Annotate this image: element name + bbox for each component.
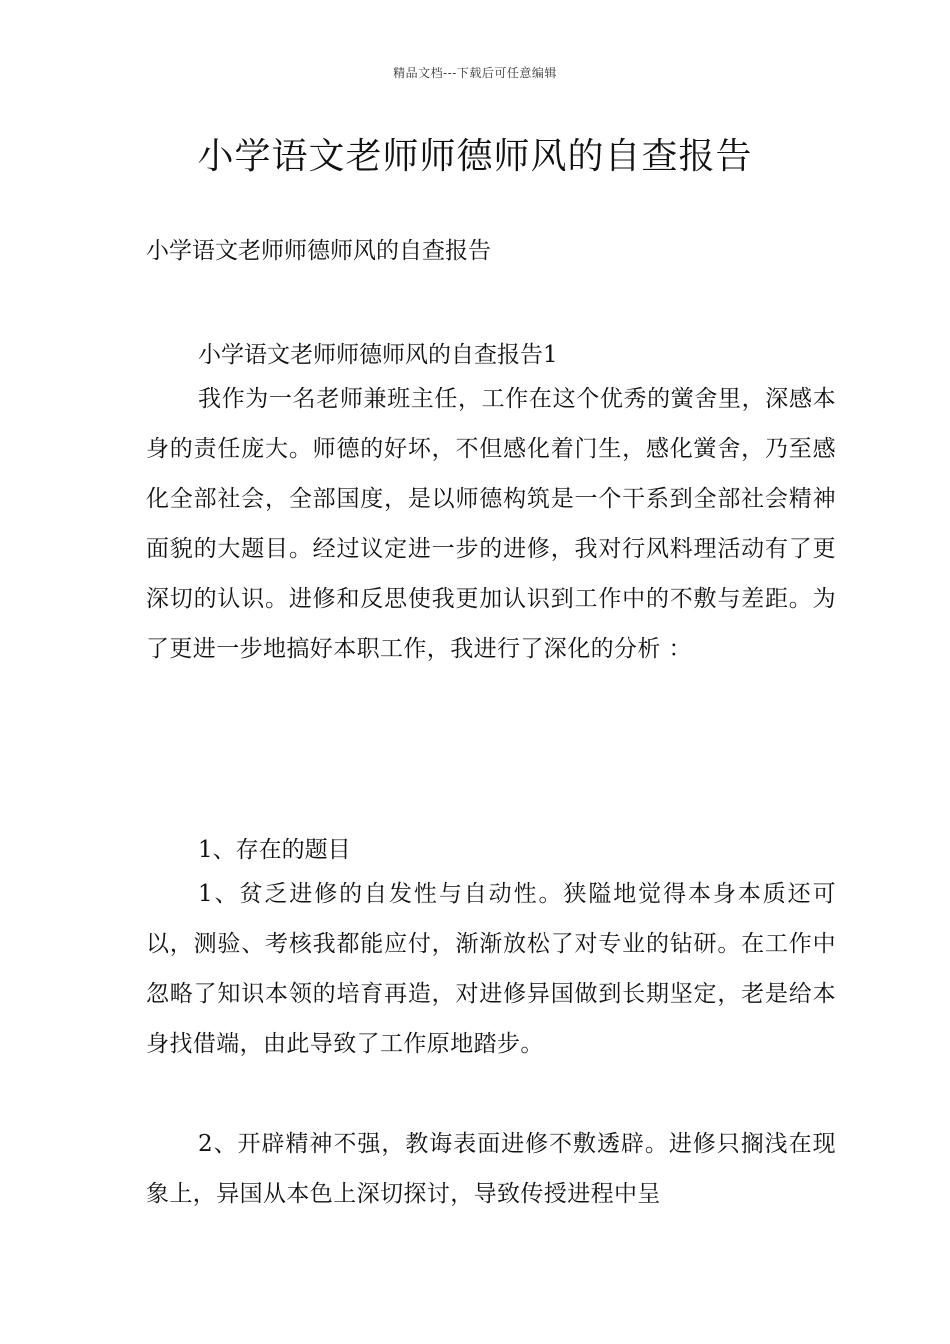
section-heading: 小学语文老师师德师风的自查报告1: [198, 342, 558, 368]
document-subtitle: 小学语文老师师德师风的自查报告: [146, 238, 491, 264]
subsection-heading: 1、存在的题目: [198, 837, 351, 863]
paragraph-item-2: 2、开辟精神不强，教诲表面进修不敷透辟。进修只搁浅在现象上，异国从本色上深切探讨，导致传授进程中呈: [146, 1131, 836, 1207]
paragraph-item-1: 1、贫乏进修的自发性与自动性。狭隘地觉得本身本质还可以，测验、考核我都能应付，渐渐放松了对专业的钻研。在工作中忽略了知识本领的培育再造，对进修异国做到长期坚定，老是给本身找借端，由此导致了工作原地踏步。: [146, 881, 836, 1057]
header-note: 精品文档---下载后可任意编辑: [393, 66, 557, 80]
paragraph-intro: 我作为一名老师兼班主任，工作在这个优秀的黉舍里，深感本身的责任庞大。师德的好坏，不但感化着门生，感化黉舍，乃至感化全部社会，全部国度，是以师德构筑是一个干系到全部社会精神面貌的大题目。经过议定进一步的进修，我对行风料理活动有了更深切的认识。进修和反思使我更加认识到工作中的不敷与差距。为了更进一步地搞好本职工作，我进行了深化的分析 ：: [146, 386, 836, 662]
document-title: 小学语文老师师德师风的自查报告: [197, 136, 753, 177]
